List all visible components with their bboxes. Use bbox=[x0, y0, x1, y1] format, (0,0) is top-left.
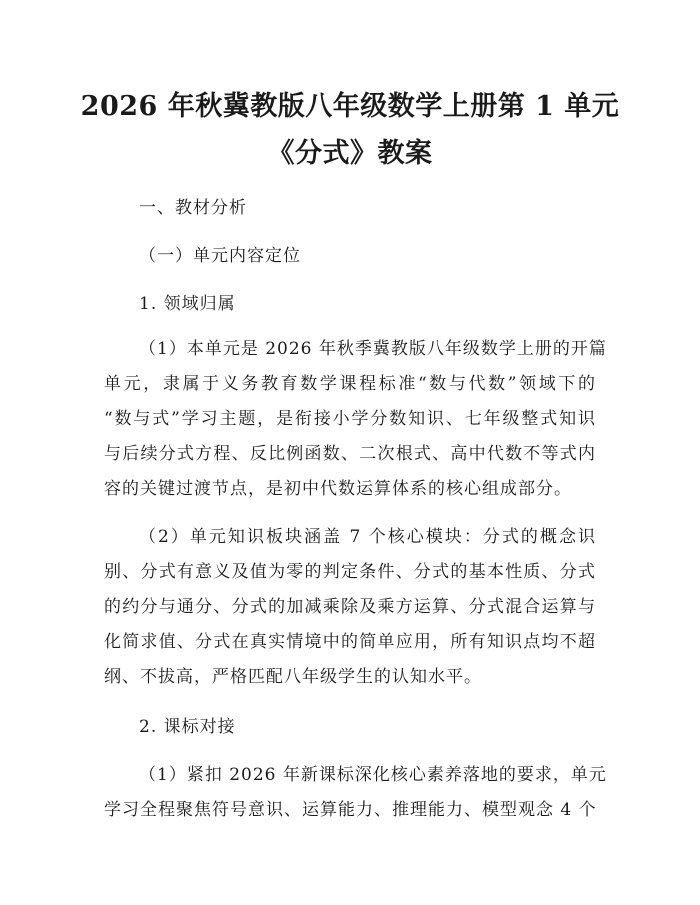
subsection-heading: （一）单元内容定位 bbox=[139, 246, 301, 266]
paragraph-line: 学习全程聚焦符号意识、运算能力、推理能力、模型观念 4 个 bbox=[104, 800, 597, 820]
item-heading: 2. 课标对接 bbox=[139, 717, 236, 737]
paragraph-line: 单元，隶属于义务教育数学课程标准“数与代数”领域下的 bbox=[104, 374, 596, 394]
paragraph-line: （2）单元知识板块涵盖 7 个核心模块：分式的概念识 bbox=[139, 527, 596, 547]
paragraph-line: 容的关键过渡节点，是初中代数运算体系的核心组成部分。 bbox=[104, 479, 572, 499]
paragraph-line: （1）紧扣 2026 年新课标深化核心素养落地的要求，单元 bbox=[139, 765, 607, 785]
paragraph-line: 纲、不拔高，严格匹配八年级学生的认知水平。 bbox=[104, 667, 482, 687]
paragraph-line: （1）本单元是 2026 年秋季冀教版八年级数学上册的开篇 bbox=[139, 339, 607, 359]
paragraph-line: “数与式”学习主题，是衔接小学分数知识、七年级整式知识 bbox=[104, 409, 596, 429]
paragraph-line: 别、分式有意义及值为零的判定条件、分式的基本性质、分式 bbox=[104, 562, 596, 582]
paragraph-line: 的约分与通分、分式的加减乘除及乘方运算、分式混合运算与 bbox=[104, 597, 596, 617]
document-title-line-2: 《分式》教案 bbox=[267, 138, 433, 169]
document-title-line-1: 2026 年秋冀教版八年级数学上册第 1 单元 bbox=[80, 91, 620, 122]
item-heading: 1. 领域归属 bbox=[139, 294, 236, 314]
paragraph-line: 与后续分式方程、反比例函数、二次根式、高中代数不等式内 bbox=[104, 444, 596, 464]
paragraph-line: 化简求值、分式在真实情境中的简单应用，所有知识点均不超 bbox=[104, 632, 596, 652]
section-heading: 一、教材分析 bbox=[139, 198, 247, 218]
